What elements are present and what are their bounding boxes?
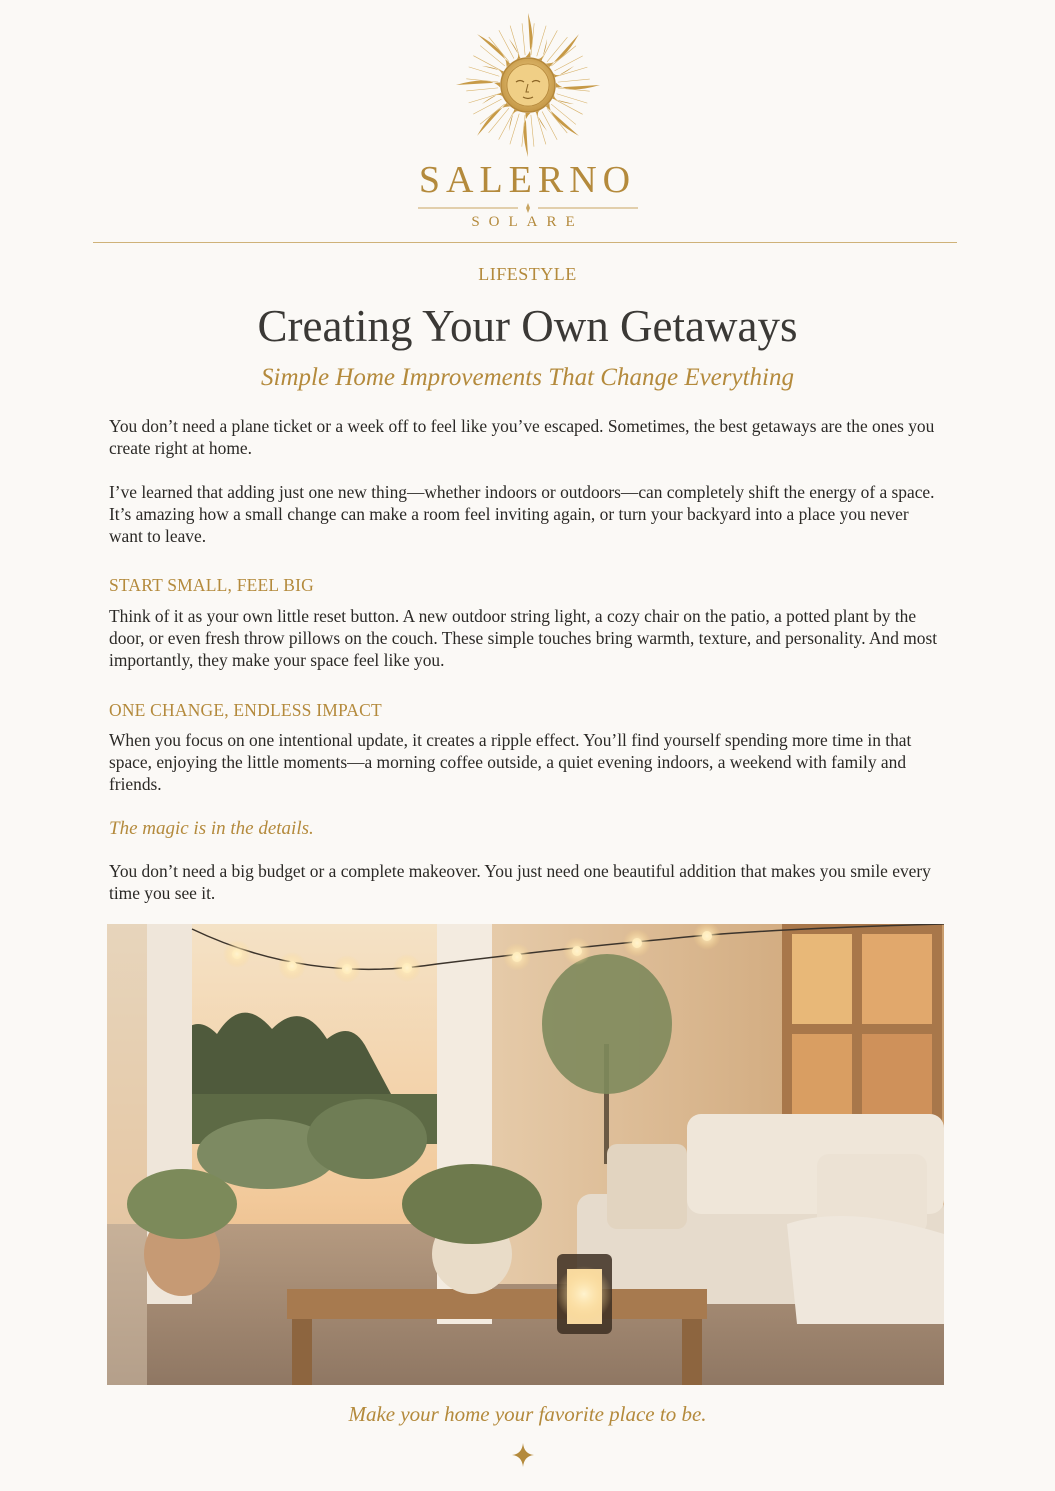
section-heading-start-small: START SMALL, FEEL BIG — [109, 575, 314, 595]
article-title: Creating Your Own Getaways — [257, 301, 798, 351]
sun-ray — [552, 66, 574, 78]
article-category: LIFESTYLE — [478, 264, 577, 284]
sun-fine-ray — [551, 104, 576, 124]
sun-fine-ray — [488, 37, 508, 62]
section-heading-one-change: ONE CHANGE, ENDLESS IMPACT — [109, 700, 382, 720]
header-divider — [93, 242, 957, 243]
sun-ray — [535, 109, 547, 131]
sun-fine-ray — [468, 94, 499, 103]
section-body-start-small: Think of it as your own little reset button. A new outdoor string light, a cozy chair on the patio, a potted plant by the door, or even fresh throw pillows on the couch. These simple touches bring warmth, texture, and personality. And most importantly, they make your space feel like you. — [109, 606, 938, 670]
sun-fine-ray — [488, 108, 508, 133]
sun-ray — [545, 103, 578, 136]
sun-fine-ray — [530, 115, 533, 147]
section-body-one-change: When you focus on one intentional update, it creates a ripple effect. You’ll find yourself spending more time in that space, enjoying the little moments—a morning coffee outside, a quiet evening indoors, a weekend with family and friends. — [109, 730, 912, 794]
sun-fine-ray — [473, 56, 501, 71]
intro-paragraph-2: I’ve learned that adding just one new thing—whether indoors or outdoors—can completely shift the energy of a space. It’s amazing how a small change can make a room feel inviting again, or turn your backyard into a place you never want to leave. — [109, 482, 935, 546]
sun-ray — [477, 103, 510, 136]
sun-fine-ray — [546, 108, 566, 133]
sun-fine-ray — [557, 79, 589, 82]
brand-name: SALERNO — [418, 159, 637, 201]
sun-fine-ray — [466, 88, 498, 91]
brand-tagline: SOLARE — [471, 214, 584, 230]
sun-ray — [477, 34, 510, 67]
sun-ray — [545, 34, 578, 67]
sun-fine-ray — [510, 26, 519, 57]
sun-fine-ray — [480, 46, 505, 66]
sun-fine-ray — [547, 37, 567, 62]
sun-ray — [481, 93, 503, 105]
porch-photo — [107, 924, 944, 1385]
sun-fine-ray — [468, 67, 499, 76]
article-subtitle: Simple Home Improvements That Change Everything — [261, 364, 794, 391]
sun-fine-ray — [480, 104, 505, 124]
sun-fine-ray — [554, 99, 582, 114]
sun-fine-ray — [556, 94, 587, 103]
sun-fine-ray — [542, 30, 557, 58]
sun-fine-ray — [556, 67, 587, 76]
intro-paragraph-1: You don’t need a plane ticket or a week off to feel like you’ve escaped. Sometimes, the best getaways are the ones you create right at home. — [109, 416, 935, 458]
brand-divider — [418, 203, 638, 213]
closing-paragraph: You don’t need a big budget or a complete makeover. You just need one beautiful addition that makes you smile every time you see it. — [109, 861, 931, 903]
sun-fine-ray — [509, 114, 518, 145]
sun-face-icon — [448, 10, 608, 160]
sun-ray — [508, 39, 520, 61]
brand-logo — [0, 10, 1055, 160]
sun-fine-ray — [498, 111, 513, 139]
porch-scene-illustration — [107, 924, 944, 1385]
sun-fine-ray — [522, 23, 525, 55]
footer-tagline: Make your home your favorite place to be. — [348, 1402, 707, 1426]
sun-fine-ray — [551, 46, 576, 66]
four-point-star-icon — [512, 1443, 534, 1467]
sun-fine-ray — [536, 114, 545, 145]
sun-fine-ray — [536, 26, 545, 57]
pull-quote: The magic is in the details. — [109, 818, 314, 839]
